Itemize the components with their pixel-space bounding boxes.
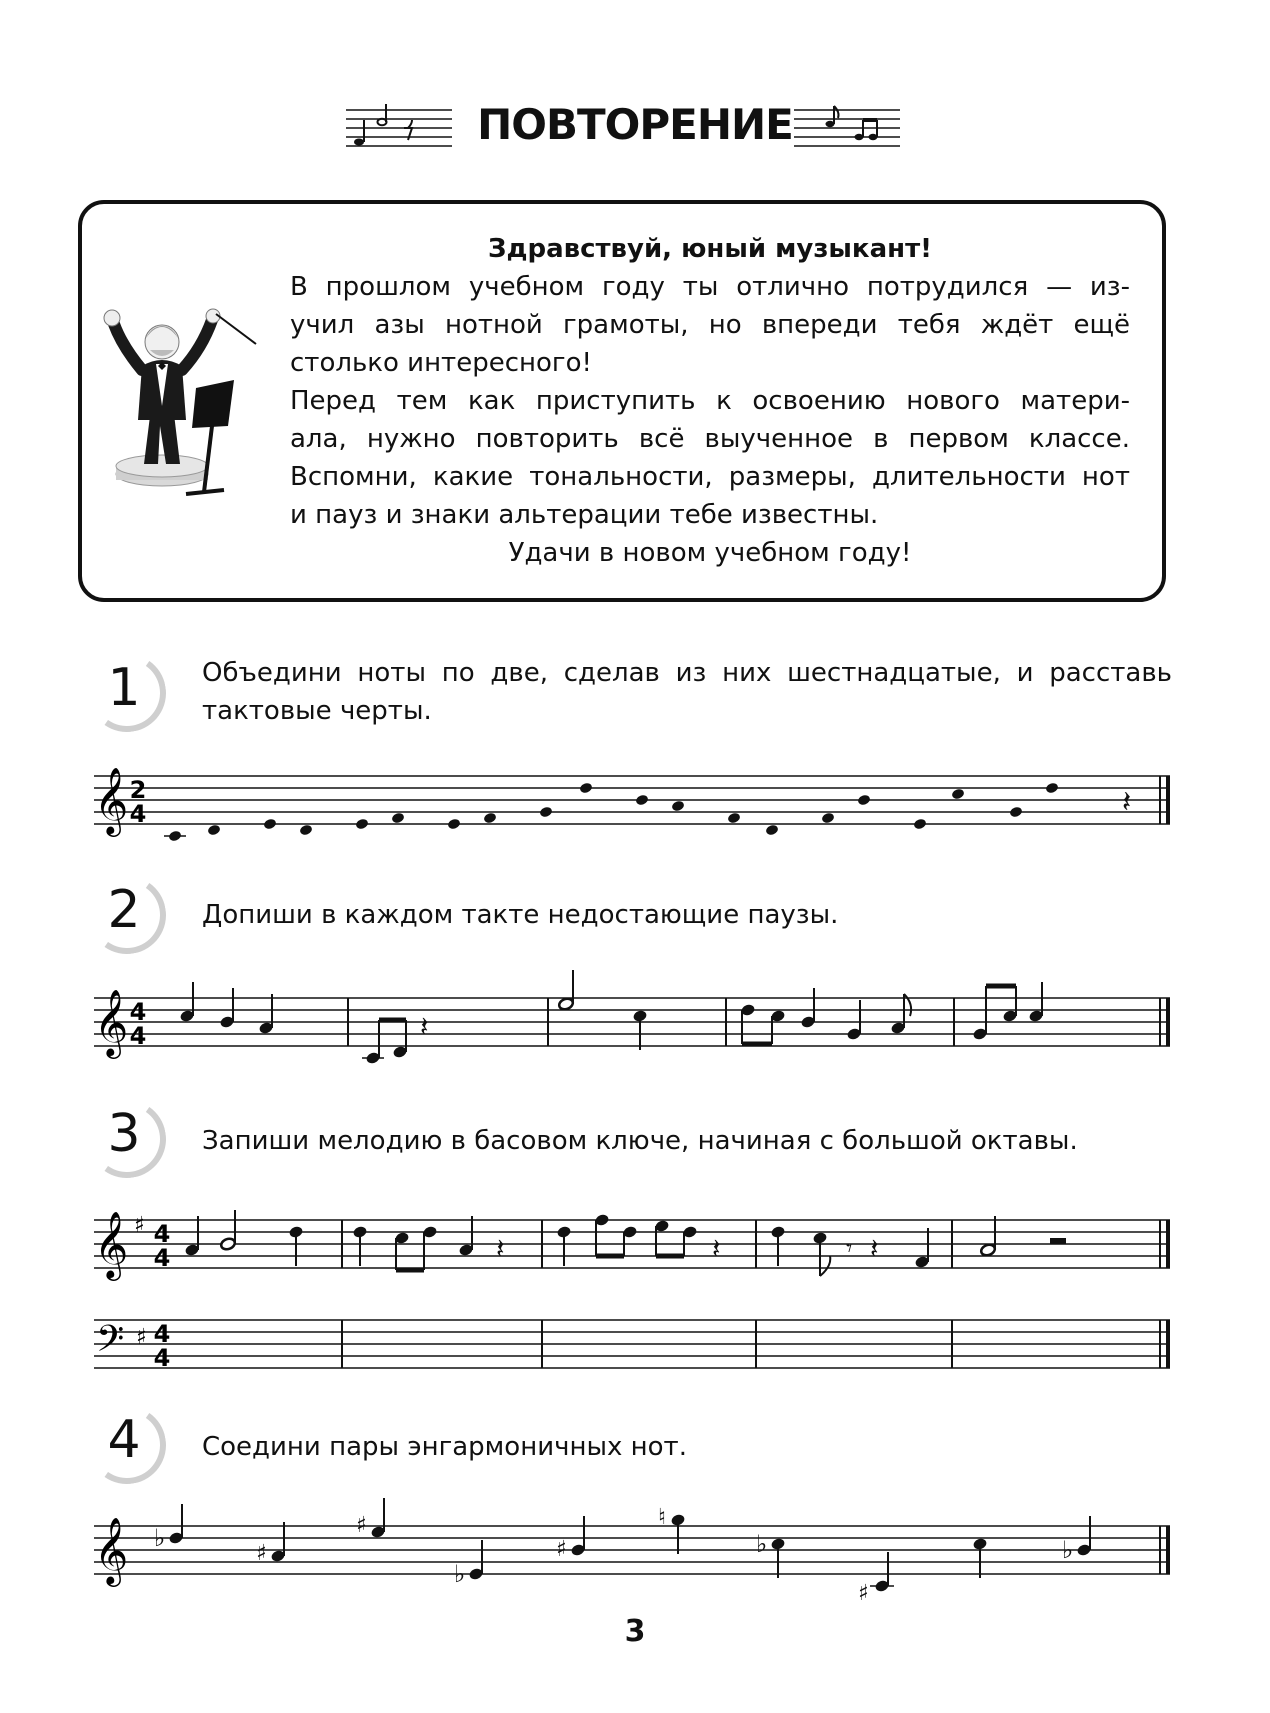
time-signature-bottom: 4 — [129, 1022, 147, 1050]
task-3-instruction: Запиши мелодию в басовом ключе, начиная с большой октавы. — [202, 1126, 1078, 1156]
quarter-rest: 𝄽 — [1122, 785, 1132, 820]
sharp-key-signature: ♯ — [136, 1325, 147, 1350]
time-signature-bottom: 4 — [153, 1244, 171, 1272]
sharp-key-signature: ♯ — [134, 1213, 145, 1238]
quarter-rest: 𝄽 — [496, 1232, 505, 1265]
intro-line: Вспомни, какие тональности, размеры, длительности нот — [290, 462, 1130, 492]
treble-clef: 𝄞 — [94, 988, 129, 1056]
task-1-instruction: Объедини ноты по две, сделав из них шестнадцатые, и расставь тактовые черты. — [202, 658, 1172, 726]
treble-clef: 𝄞 — [94, 766, 129, 834]
eighth-rest: 𝄾 — [846, 1234, 853, 1262]
sharp-sign: ♯ — [858, 1581, 869, 1606]
treble-clef: 𝄞 — [94, 1210, 129, 1278]
flat-sign: ♭ — [154, 1524, 166, 1552]
intro-line: Перед тем как приступить к освоению нового матери- — [290, 386, 1130, 416]
intro-line: В прошлом учебном году ты отлично потрудился — из- — [290, 272, 1130, 302]
natural-sign: ♮ — [658, 1505, 666, 1530]
quarter-rest: 𝄽 — [712, 1232, 721, 1265]
time-signature-top: 4 — [153, 1220, 171, 1248]
intro-line: столько интересного! — [290, 348, 592, 378]
page-number: 3 — [624, 1614, 646, 1649]
sharp-sign: ♯ — [356, 1513, 367, 1538]
treble-clef: 𝄞 — [94, 1516, 129, 1584]
notes-task-4 — [154, 1498, 1092, 1606]
intro-line: и пауз и знаки альтерации тебе известны. — [290, 500, 879, 530]
bass-clef: 𝄢 — [96, 1318, 125, 1369]
sharp-sign: ♯ — [256, 1541, 267, 1566]
page-title: ПОВТОРЕНИЕ — [477, 100, 793, 149]
task-4-instruction: Соедини пары энгармоничных нот. — [202, 1432, 687, 1462]
sharp-sign: ♯ — [556, 1537, 567, 1562]
time-signature-bottom: 4 — [153, 1344, 171, 1372]
task-number-4: 4 — [88, 1406, 166, 1484]
task-number-2: 2 — [88, 876, 166, 954]
task-number-3: 3 — [88, 1100, 166, 1178]
intro-wish: Удачи в новом учебном году! — [508, 538, 912, 568]
intro-greeting: Здравствуй, юный музыкант! — [487, 234, 933, 264]
flat-sign: ♭ — [1062, 1536, 1074, 1564]
quarter-rest: 𝄽 — [870, 1232, 879, 1265]
flat-sign: ♭ — [454, 1560, 466, 1588]
time-signature-top: 4 — [153, 1320, 171, 1348]
time-signature-top: 4 — [129, 998, 147, 1026]
time-signature-top: 2 — [129, 776, 147, 804]
flat-sign: ♭ — [756, 1530, 768, 1558]
intro-line: учил азы нотной грамоты, но впереди тебя ждёт ещё — [290, 310, 1130, 340]
quarter-rest: 𝄽 — [420, 1010, 429, 1043]
task-2-instruction: Допиши в каждом такте недостающие паузы. — [202, 900, 839, 930]
task-number-1: 1 — [88, 654, 166, 732]
intro-line: ала, нужно повторить всё выученное в первом классе. — [290, 424, 1130, 454]
time-signature-bottom: 4 — [129, 800, 147, 828]
